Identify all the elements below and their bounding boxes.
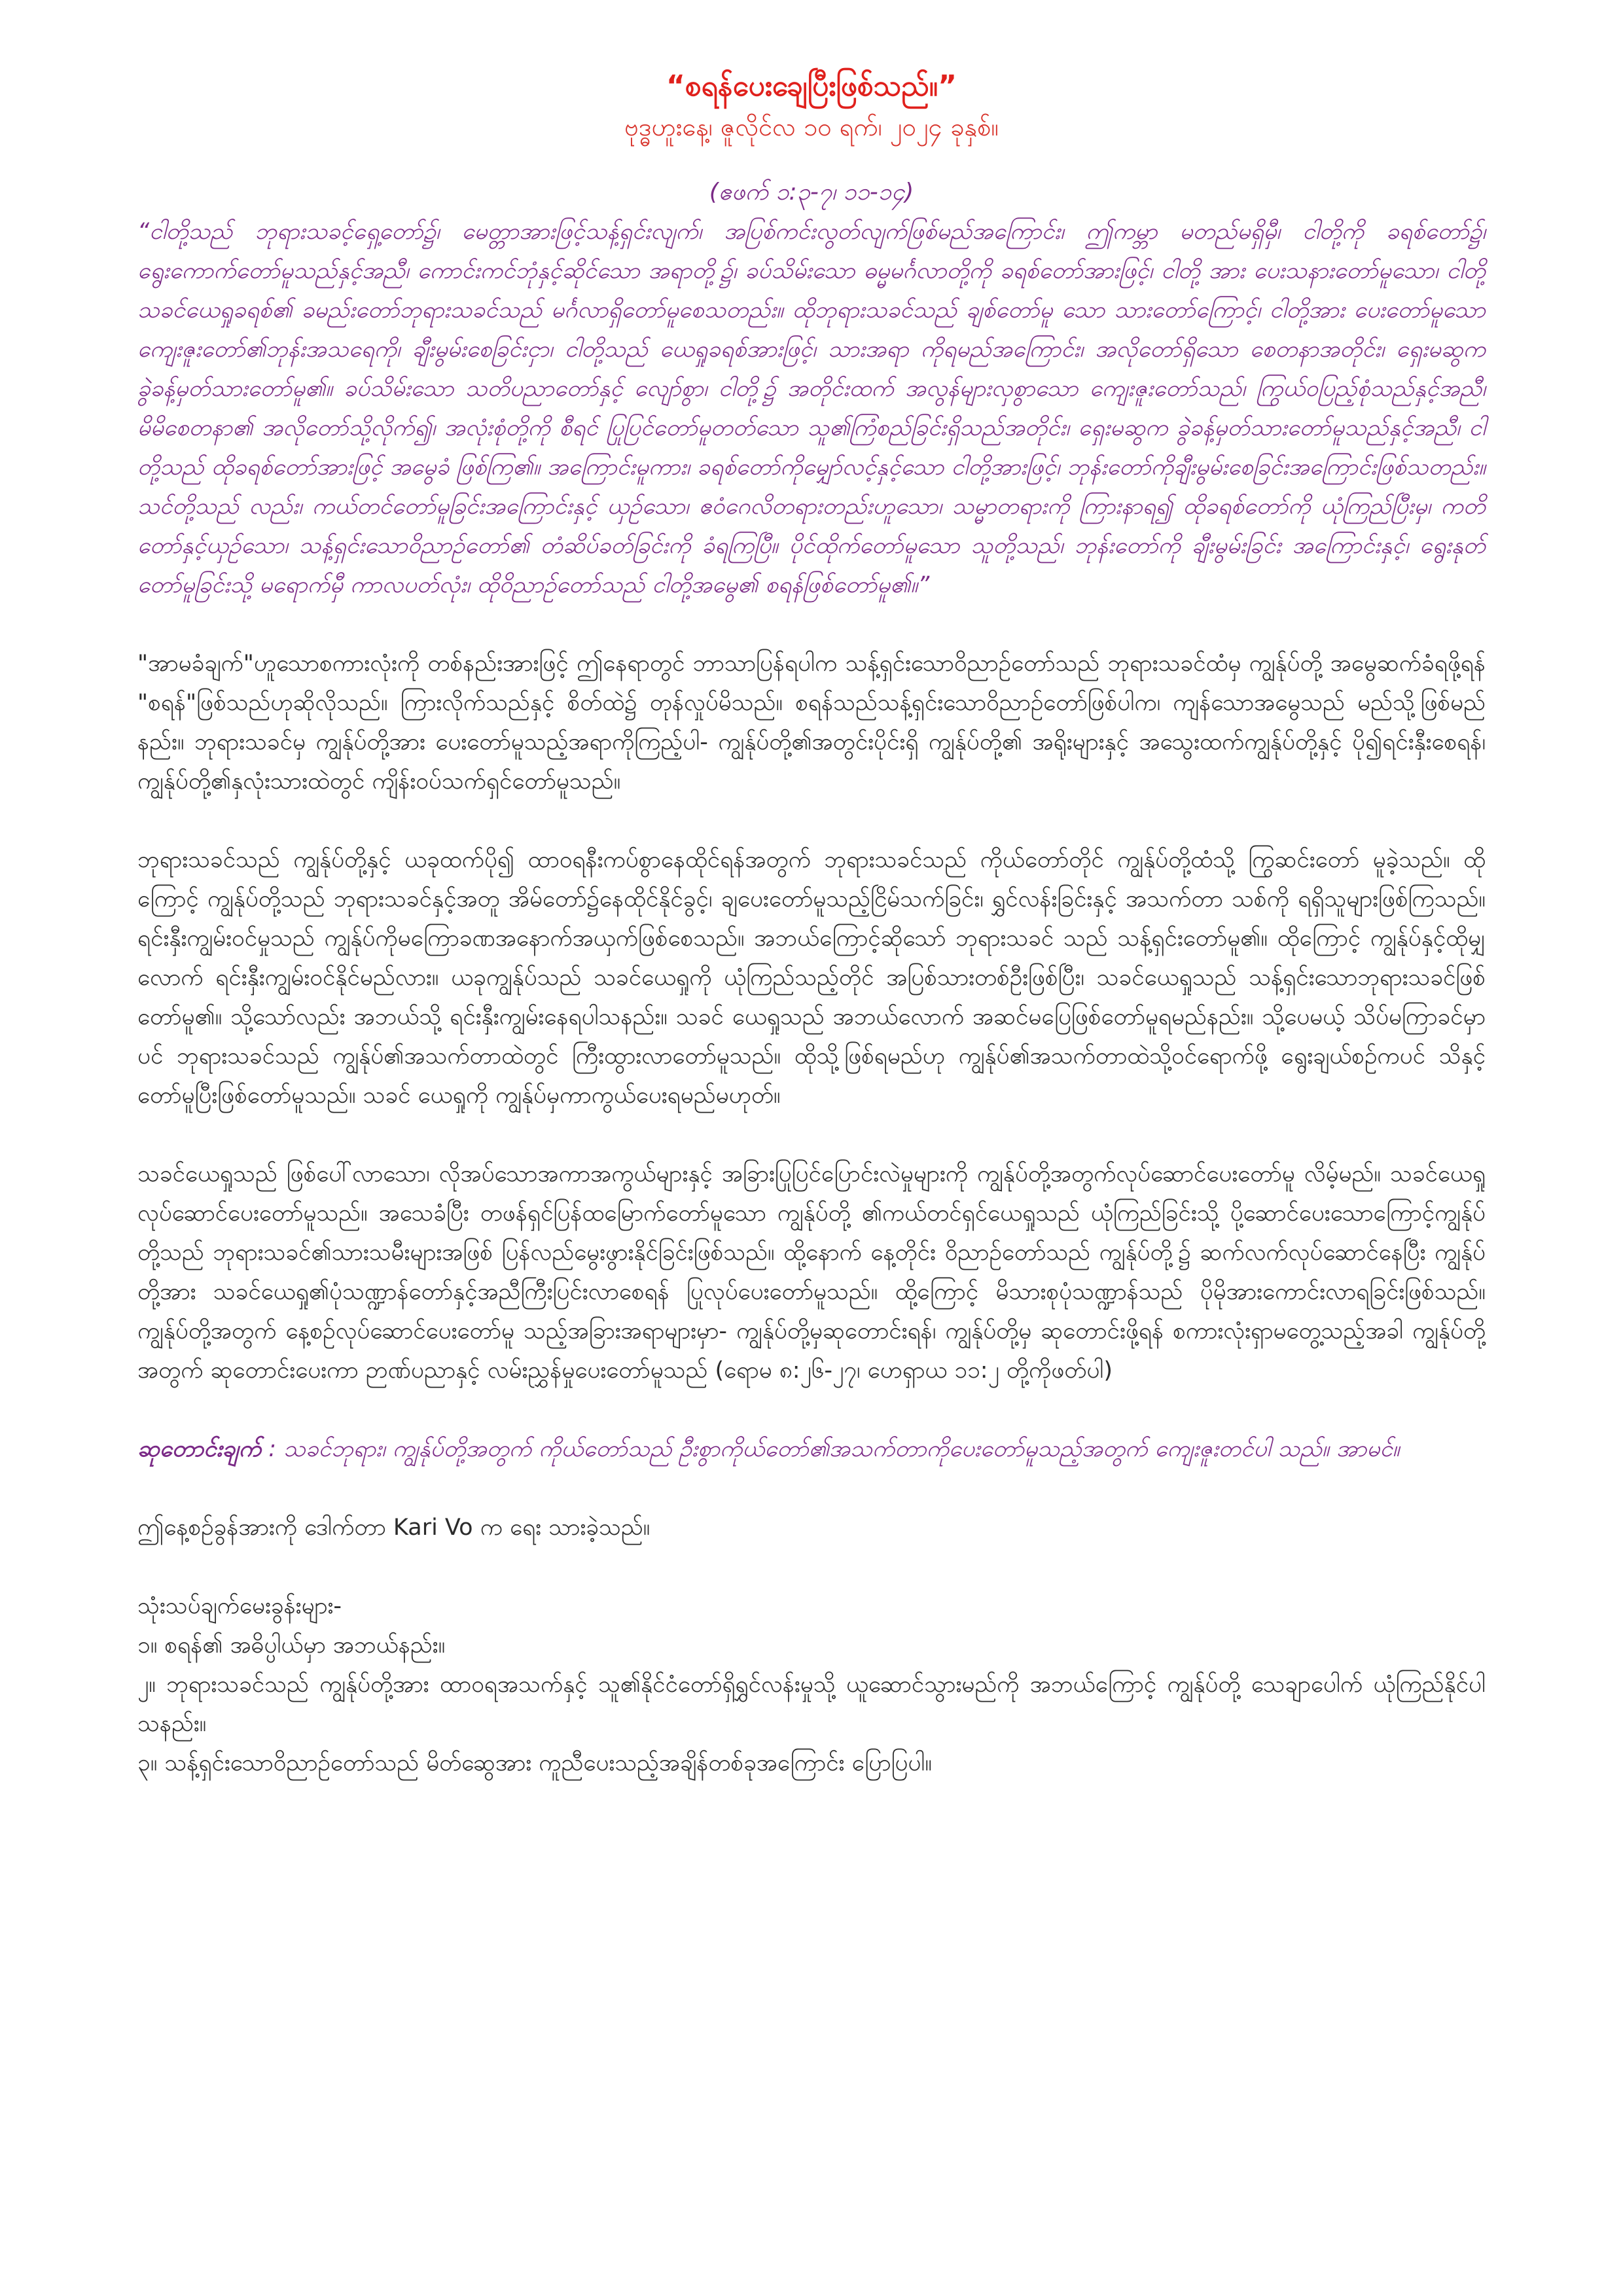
question-item-3: ၃။ သန့်ရှင်းသောဝိညာဉ်တော်သည် မိတ်ဆွေအား ကူညီပေးသည့်အချိန်တစ်ခုအကြောင်း ပြောပြပါ။ (137, 1750, 932, 1776)
question-item-2: ၂။ ဘုရားသခင်သည် ကျွန်ုပ်တို့အား ထာဝရအသက်နှင့် သူ၏နိုင်ငံတော်ရှိရွှင်လန်းမှုသို့ ယူဆောင်သွားမည်ကို အဘယ်ကြောင့် ကျွန်ုပ်တို့ သေချာပေါက် ယုံကြည်နိုင်ပါသနည်း။ (137, 1672, 1486, 1737)
scripture-reference: (ဧဖက် ၁:၃-၇၊ ၁၁-၁၄) (709, 179, 914, 206)
question-item-1: ၁။ စရန်၏ အဓိပ္ပါယ်မှာ အဘယ်နည်း။ (137, 1632, 446, 1659)
scripture-quote: “ငါတို့သည် ဘုရားသခင့်ရှေ့တော်၌၊ မေတ္တာအားဖြင့်သန့်ရှင်းလျက်၊ အပြစ်ကင်းလွတ်လျက်ဖြစ်မည်အကြောင်း၊ ဤကမ္ဘာ မတည်မရှိမှီ၊ ငါတို့ကို ခရစ်တော်၌၊ ရွေးကောက်တော်မူသည်နှင့်အညီ၊ ကောင်းကင်ဘုံနှင့်ဆိုင်သော အရာတို့၌၊ ခပ်သိမ်းသော ဓမ္မမင်္ဂလာတို့ကို ခရစ်တော်အားဖြင့်၊ ငါတို့ အား ပေးသနားတော်မူသော၊ ငါတို့သခင်ယေရှုခရစ်၏ ခမည်းတော်ဘုရားသခင်သည် မင်္ဂလာရှိတော်မူစေသတည်း။ ထိုဘုရားသခင်သည် ချစ်တော်မူ သော သားတော်ကြောင့်၊ ငါတို့အား ပေးတော်မူသော ကျေးဇူးတော်၏ဘုန်းအသရေကို၊ ချီးမွမ်းစေခြင်းငှာ၊ ငါတို့သည် ယေရှုခရစ်အားဖြင့်၊ သားအရာ ကိုရမည်အကြောင်း၊ အလိုတော်ရှိသော စေတနာအတိုင်း၊ ရှေးမဆွက ခွဲခန့်မှတ်သားတော်မူ၏။ ခပ်သိမ်းသော သတိပညာတော်နှင့် လျော်စွာ၊ ငါတို့၌ အတိုင်းထက် အလွန်များလှစွာသော ကျေးဇူးတော်သည်၊ ကြွယ်ဝပြည့်စုံသည်နှင့်အညီ၊ မိမိစေတနာ၏ အလိုတော်သို့လိုက်၍၊ အလုံးစုံတို့ကို စီရင် ပြုပြင်တော်မူတတ်သော သူ၏ကြံစည်ခြင်းရှိသည်အတိုင်း၊ ရှေးမဆွက ခွဲခန့်မှတ်သားတော်မူသည်နှင့်အညီ၊ ငါတို့သည် ထိုခရစ်တော်အားဖြင့် အမွေခံ ဖြစ်ကြ၏။ အကြောင်းမူကား၊ ခရစ်တော်ကိုမျှော်လင့်နှင့်သော ငါတို့အားဖြင့်၊ ဘုန်းတော်ကိုချီးမွမ်းစေခြင်းအကြောင်းဖြစ်သတည်း။ သင်တို့သည် လည်း၊ ကယ်တင်တော်မူခြင်းအကြောင်းနှင့် ယှဉ်သော၊ ဧဝံဂေလိတရားတည်းဟူသော၊ သမ္မာတရားကို ကြားနာရ၍ ထိုခရစ်တော်ကို ယုံကြည်ပြီးမှ၊ ကတိတော်နှင့်ယှဉ်သော၊ သန့်ရှင်းသောဝိညာဉ်တော်၏ တံဆိပ်ခတ်ခြင်းကို ခံရကြပြီ။ ပိုင်ထိုက်တော်မူသော သူတို့သည်၊ ဘုန်းတော်ကို ချီးမွမ်းခြင်း အကြောင်းနှင့်၊ ရွေးနုတ်တော်မူခြင်းသို့ မရောက်မှီ ကာလပတ်လုံး၊ ထိုဝိညာဉ်တော်သည် ငါတို့အမွေ၏ စရန်ဖြစ်တော်မူ၏။” (137, 219, 1486, 598)
page-title: “စရန်ပေးချေပြီးဖြစ်သည်။” (666, 69, 957, 103)
devotional-page (137, 65, 1486, 1783)
date-line: ဗုဒ္ဓဟူးနေ့၊ ဇူလိုင်လ ၁၀ ရက်၊ ၂၀၂၄ ခုနှစ်။ (624, 113, 999, 141)
body-paragraph-1: "အာမခံချက်"ဟူသောစကားလုံးကို တစ်နည်းအားဖြင့် ဤနေရာတွင် ဘာသာပြန်ရပါက သန့်ရှင်းသောဝိညာဉ်တော်သည် ဘုရားသခင်ထံမှ ကျွန်ုပ်တို့ အမွေဆက်ခံရဖို့ရန် "စရန်"ဖြစ်သည်ဟုဆိုလိုသည်။ ကြားလိုက်သည်နှင့် စိတ်ထဲ၌ တုန်လှုပ်မိသည်။ စရန်သည်သန့်ရှင်းသောဝိညာဉ်တော်ဖြစ်ပါက၊ ကျန်သောအမွေသည် မည်သို့ဖြစ်မည်နည်း။ ဘုရားသခင်မှ ကျွန်ုပ်တို့အား ပေးတော်မူသည့်အရာကိုကြည့်ပါ- ကျွန်ုပ်တို့၏အတွင်းပိုင်းရှိ ကျွန်ုပ်တို့၏ အရိုးများနှင့် အသွေးထက်ကျွန်ုပ်တို့နှင့် ပို၍ရင်းနှီးစေရန်၊ ကျွန်ုပ်တို့၏နှလုံးသားထဲတွင် ကျိန်းဝပ်သက်ရှင်တော်မူသည်။ (137, 651, 1486, 795)
prayer (137, 1429, 1486, 1469)
author-line: ဤနေ့စဉ်ခွန်အားကို ဒေါက်တာ Kari Vo က ရေး သားခဲ့သည်။ (137, 1515, 651, 1541)
body-paragraph-2: ဘုရားသခင်သည် ကျွန်ုပ်တို့နှင့် ယခုထက်ပို၍ ထာဝရနီးကပ်စွာနေထိုင်ရန်အတွက် ဘုရားသခင်သည် ကိုယ်တော်တိုင် ကျွန်ုပ်တို့ထံသို့ ကြွဆင်းတော် မူခဲ့သည်။ ထိုကြောင့် ကျွန်ုပ်တို့သည် ဘုရားသခင်နှင့်အတူ အိမ်တော်၌နေထိုင်နိုင်ခွင့်၊ ချပေးတော်မူသည့်ငြိမ်သက်ခြင်း၊ ရွှင်လန်းခြင်းနှင့် အသက်တာ သစ်ကို ရရှိသူများဖြစ်ကြသည်။ ရင်းနှီးကျွမ်းဝင်မှုသည် ကျွန်ုပ်ကိုမကြောခဏအနောက်အယှက်ဖြစ်စေသည်။ အဘယ်ကြောင့်ဆိုသော် ဘုရားသခင် သည် သန့်ရှင်းတော်မူ၏။ ထိုကြောင့် ကျွန်ုပ်နှင့်ထိုမျှလောက် ရင်းနှီးကျွမ်းဝင်နိုင်မည်လား။ ယခုကျွန်ုပ်သည် သခင်ယေရှုကို ယုံကြည်သည့်တိုင် အပြစ်သားတစ်ဦးဖြစ်ပြီး၊ သခင်ယေရှုသည် သန့်ရှင်းသောဘုရားသခင်ဖြစ်တော်မူ၏။ သို့သော်လည်း အဘယ်သို့ ရင်းနှီးကျွမ်းနေရပါသနည်း။ သခင် ယေရှုသည် အဘယ်လောက် အဆင်မပြေဖြစ်တော်မူရမည်နည်း။ သို့ပေမယ့် သိပ်မကြာခင်မှာပင် ဘုရားသခင်သည် ကျွန်ုပ်၏အသက်တာထဲတွင် ကြီးထွားလာတော်မူသည်။ ထိုသို့ဖြစ်ရမည်ဟု ကျွန်ုပ်၏အသက်တာထဲသို့ဝင်ရောက်ဖို့ ရွေးချယ်စဉ်ကပင် သိနှင့်တော်မူပြီးဖြစ်တော်မူသည်။ သခင် ယေရှုကို ကျွန်ုပ်မှကာကွယ်ပေးရမည်မဟုတ်။ (137, 847, 1486, 1109)
questions-heading: သုံးသပ်ချက်မေးခွန်းများ- (137, 1593, 342, 1619)
prayer-text: : သခင်ဘုရား၊ ကျွန်ုပ်တို့အတွက် ကိုယ်တော်သည် ဦးစွာကိုယ်တော်၏အသက်တာကိုပေးတော်မူသည့်အတွက် ကျေးဇူးတင်ပါ သည်။ အာမင်။ (261, 1436, 1400, 1462)
prayer-label: ဆုတောင်းချက် (137, 1436, 262, 1462)
body-paragraph-3: သခင်ယေရှုသည် ဖြစ်ပေါ်လာသော၊ လိုအပ်သောအကာအကွယ်များနှင့် အခြားပြုပြင်ပြောင်းလဲမှုများကို ကျွန်ုပ်တို့အတွက်လုပ်ဆောင်ပေးတော်မူ လိမ့်မည်။ သခင်ယေရှုလုပ်ဆောင်ပေးတော်မူသည်။ အသေခံပြီး တဖန်ရှင်ပြန်ထမြောက်တော်မူသော ကျွန်ုပ်တို့ ၏ကယ်တင်ရှင်ယေရှုသည် ယုံကြည်ခြင်းသို့ ပို့ဆောင်ပေးသောကြောင့်ကျွန်ုပ်တို့သည် ဘုရားသခင်၏သားသမီးများအဖြစ် ပြန်လည်မွေးဖွားနိုင်ခြင်းဖြစ်သည်။ ထို့နောက် နေ့တိုင်း ဝိညာဉ်တော်သည် ကျွန်ုပ်တို့၌ ဆက်လက်လုပ်ဆောင်နေပြီး ကျွန်ုပ်တို့အား သခင်ယေရှု၏ပုံသဏ္ဍာန်တော်နှင့်အညီကြီးပြင်းလာစေရန် ပြုလုပ်ပေးတော်မူသည်။ ထို့ကြောင့် မိသားစုပုံသဏ္ဍာန်သည် ပိုမိုအားကောင်းလာရခြင်းဖြစ်သည်။ ကျွန်ုပ်တို့အတွက် နေ့စဉ်လုပ်ဆောင်ပေးတော်မူ သည့်အခြားအရာများမှာ- ကျွန်ုပ်တို့မှဆုတောင်းရန်၊ ကျွန်ုပ်တို့မှ ဆုတောင်းဖို့ရန် စကားလုံးရှာမတွေ့သည့်အခါ ကျွန်ုပ်တို့အတွက် ဆုတောင်းပေးကာ ဉာဏ်ပညာနှင့် လမ်းညွှန်မှုပေးတော်မူသည် (ရောမ ၈:၂၆-၂၇၊ ဟေရှာယ ၁၁:၂ တို့ကိုဖတ်ပါ) (137, 1161, 1486, 1384)
